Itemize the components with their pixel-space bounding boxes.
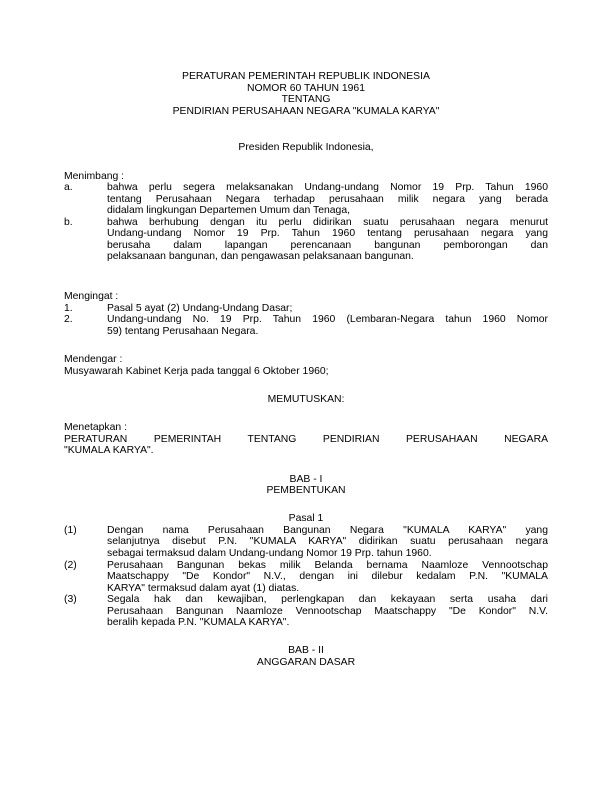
title-line: NOMOR 60 TAHUN 1961 xyxy=(247,83,365,94)
chapter-number: BAB - I xyxy=(289,474,323,485)
menetapkan-heading: Menetapkan : xyxy=(64,422,127,433)
item-text: Segala hak dan kewajiban, perlengkapan dan kekayaan serta usaha dari xyxy=(107,594,548,605)
chapter-title: PEMBENTUKAN xyxy=(266,485,346,496)
item-text: berusaha dalam lapangan perencanaan bangunan pemborongan dan xyxy=(107,240,548,251)
item-text: sebagai termaksud dalam Undang-undang Nomor 19 Prp. tahun 1960. xyxy=(107,548,432,559)
item-text: selanjutnya disebut P.N. "KUMALA KARYA" didirikan suatu perusahaan negara xyxy=(107,536,548,547)
item-label: 2. xyxy=(64,314,73,325)
item-text: KARYA" termaksud dalam ayat (1) diatas. xyxy=(107,583,300,594)
title-line: TENTANG xyxy=(281,94,331,105)
menetapkan-text: "KUMALA KARYA". xyxy=(64,445,154,456)
item-text: pelaksanaan bangunan, dan pengawasan pelaksanaan bangunan. xyxy=(107,251,414,262)
menimbang-heading: Menimbang : xyxy=(64,171,125,182)
chapter-number: BAB - II xyxy=(288,645,324,656)
item-text: beralih kepada P.N. "KUMALA KARYA". xyxy=(107,617,290,628)
item-label: b. xyxy=(64,217,73,228)
item-text: Undang-undang Nomor 19 Prp. Tahun 1960 tentang perusahaan negara yang xyxy=(107,228,548,239)
item-text: 59) tentang Perusahaan Negara. xyxy=(107,326,259,337)
item-label: 1. xyxy=(64,303,73,314)
chapter-title: ANGGARAN DASAR xyxy=(256,657,356,668)
mendengar-heading: Mendengar : xyxy=(64,354,123,365)
title-line: PERATURAN PEMERINTAH REPUBLIK INDONESIA xyxy=(182,71,430,82)
item-text: bahwa berhubung dengan itu perlu didirikan suatu perusahaan negara menurut xyxy=(107,217,548,228)
mendengar-text: Musyawarah Kabinet Kerja pada tanggal 6 Oktober 1960; xyxy=(64,366,329,377)
item-label: (1) xyxy=(64,525,77,536)
memutuskan-heading: MEMUTUSKAN: xyxy=(267,394,345,405)
item-text: tentang Perusahaan Negara terhadap perusahaan milik negara yang berada xyxy=(107,194,548,205)
item-text: Maatschappy "De Kondor" N.V., dengan ini dilebur kedalam P.N. "KUMALA xyxy=(107,571,548,582)
item-text: didalam lingkungan Departemen Umum dan Tenaga, xyxy=(107,205,350,216)
mengingat-heading: Mengingat : xyxy=(64,291,119,302)
item-text: Undang-undang No. 19 Prp. Tahun 1960 (Lembaran-Negara tahun 1960 Nomor xyxy=(107,314,548,325)
menetapkan-text: PERATURAN PEMERINTAH TENTANG PENDIRIAN PERUSAHAAN NEGARA xyxy=(64,434,548,445)
item-text: Perusahaan Bangunan bekas milik Belanda bernama Naamloze Vennootschap xyxy=(107,560,548,571)
item-text: Perusahaan Bangunan Naamloze Vennootschap Maatschappy "De Kondor" N.V. xyxy=(107,606,548,617)
item-label: (2) xyxy=(64,560,77,571)
item-text: bahwa perlu segera melaksanakan Undang-undang Nomor 19 Prp. Tahun 1960 xyxy=(107,182,548,193)
item-text: Pasal 5 ayat (2) Undang-Undang Dasar; xyxy=(107,303,293,314)
item-label: (3) xyxy=(64,594,77,605)
title-line: PENDIRIAN PERUSAHAAN NEGARA "KUMALA KARYA" xyxy=(172,106,440,117)
item-text: Dengan nama Perusahaan Bangunan Negara "KUMALA KARYA" yang xyxy=(107,525,548,536)
item-label: a. xyxy=(64,182,73,193)
president-line: Presiden Republik Indonesia, xyxy=(238,142,374,153)
article-heading: Pasal 1 xyxy=(288,513,324,524)
